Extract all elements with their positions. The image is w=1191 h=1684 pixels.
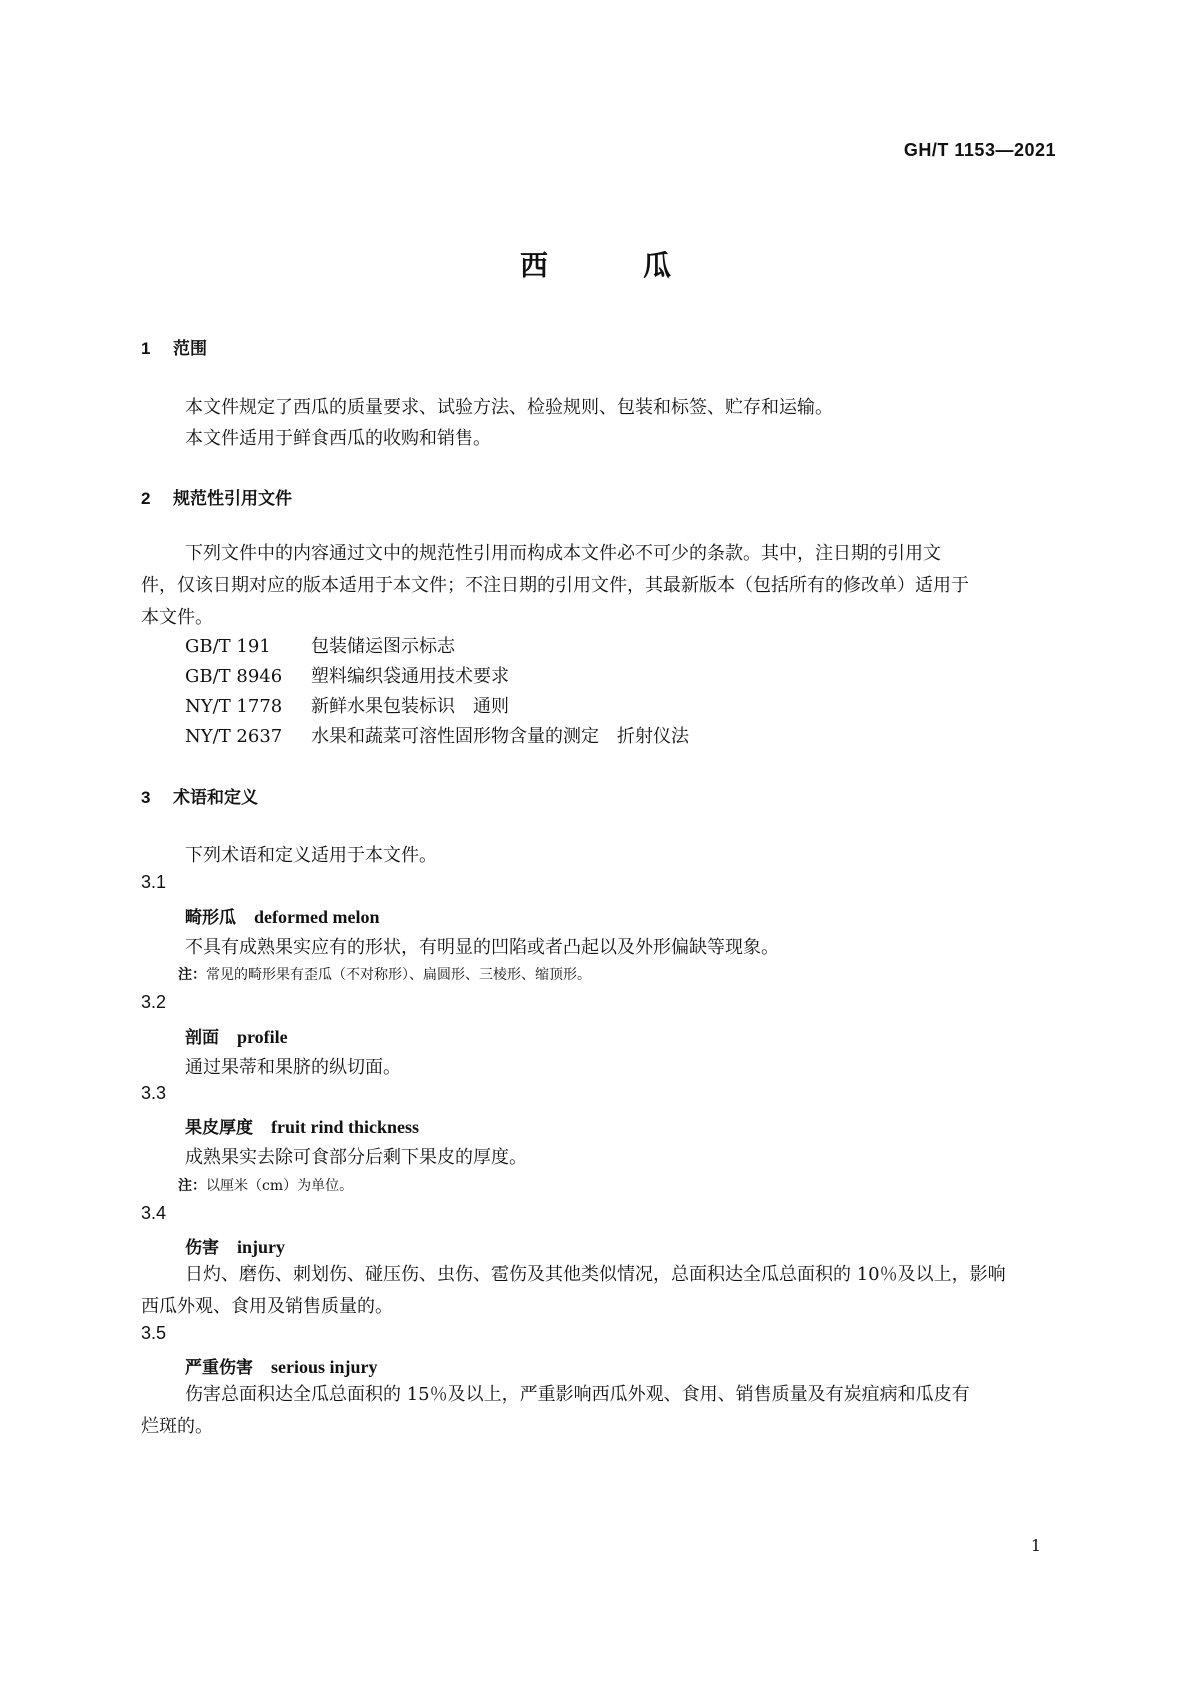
definition-line: 伤害总面积达全瓜总面积的 15％及以上，严重影响西瓜外观、食用、销售质量及有炭疽病和瓜皮有 [185,1384,970,1405]
reference-item [185,722,689,748]
reference-code: GB/T 191 [185,636,271,657]
section-heading-terms: 3 术语和定义 [141,788,258,808]
title-part-2: 瓜 [643,249,672,282]
standard-number: GH/T 1153—2021 [903,140,1056,160]
term-heading [185,1233,285,1258]
term-definition: 通过果蒂和果脐的纵切面。 [185,1057,401,1078]
term-note [178,964,591,984]
term-zh: 伤害 [185,1238,219,1258]
term-number: 3.3 [141,1083,167,1103]
normative-intro-line: 件，仅该日期对应的版本适用于本文件；不注日期的引用文件，其最新版本（包括所有的修改单）适用于 [141,575,969,596]
term-number: 3.4 [141,1203,167,1223]
reference-code: NY/T 1778 [185,696,283,717]
term-zh: 严重伤害 [185,1358,253,1378]
reference-title: 塑料编织袋通用技术要求 [311,666,509,687]
note-text: 以厘米（cm）为单位。 [206,1178,354,1194]
term-definition [141,1379,1061,1443]
term-zh: 畸形瓜 [185,908,236,928]
reference-item [185,662,509,688]
term-zh: 果皮厚度 [185,1118,253,1138]
note-label: 注： [178,967,206,983]
term-heading [185,903,379,928]
term-en: injury [237,1237,286,1257]
term-definition: 成熟果实去除可食部分后剩下果皮的厚度。 [185,1147,527,1168]
normative-intro-line: 下列文件中的内容通过文中的规范性引用而构成本文件必不可少的条款。其中，注日期的引用文 [185,543,941,564]
term-en: fruit rind thickness [271,1117,420,1137]
reference-code: NY/T 2637 [185,726,283,747]
scope-paragraph-2: 本文件适用于鲜食西瓜的收购和销售。 [185,428,491,449]
term-en: serious injury [271,1357,378,1377]
page-number: 1 [1030,1536,1041,1555]
reference-item [185,692,509,718]
normative-intro-line: 本文件。 [141,607,213,628]
document-title [0,244,1191,284]
definition-line: 日灼、磨伤、刺划伤、碰压伤、虫伤、雹伤及其他类似情况，总面积达全瓜总面积的 10％及以上，影响 [185,1264,1006,1285]
term-heading [185,1023,288,1048]
term-en: profile [237,1027,288,1047]
scope-paragraph-1: 本文件规定了西瓜的质量要求、试验方法、检验规则、包装和标签、贮存和运输。 [185,397,833,418]
definition-line: 烂斑的。 [141,1416,213,1437]
reference-title: 新鲜水果包装标识 通则 [311,696,509,717]
note-text: 常见的畸形果有歪瓜（不对称形）、扁圆形、三棱形、缩顶形。 [206,967,591,983]
term-number: 3.1 [141,872,167,892]
title-part-1: 西 [519,249,548,282]
reference-code: GB/T 8946 [185,666,283,687]
definition-line: 西瓜外观、食用及销售质量的。 [141,1296,393,1317]
note-label: 注： [178,1178,206,1194]
reference-title: 包装储运图示标志 [311,636,455,657]
term-heading [185,1113,419,1138]
section-heading-scope: 1 范围 [141,339,207,359]
term-heading [185,1353,378,1378]
terms-intro: 下列术语和定义适用于本文件。 [185,845,437,866]
reference-title: 水果和蔬菜可溶性固形物含量的测定 折射仪法 [311,726,689,747]
reference-item [185,632,455,658]
section-heading-normative-references: 2 规范性引用文件 [141,489,292,509]
normative-intro [141,538,1061,634]
term-en: deformed melon [254,907,380,927]
term-definition [141,1259,1061,1323]
term-number: 3.2 [141,992,167,1012]
term-note [178,1175,353,1195]
term-definition: 不具有成熟果实应有的形状，有明显的凹陷或者凸起以及外形偏缺等现象。 [185,937,779,958]
term-number: 3.5 [141,1323,167,1343]
term-zh: 剖面 [185,1028,219,1048]
